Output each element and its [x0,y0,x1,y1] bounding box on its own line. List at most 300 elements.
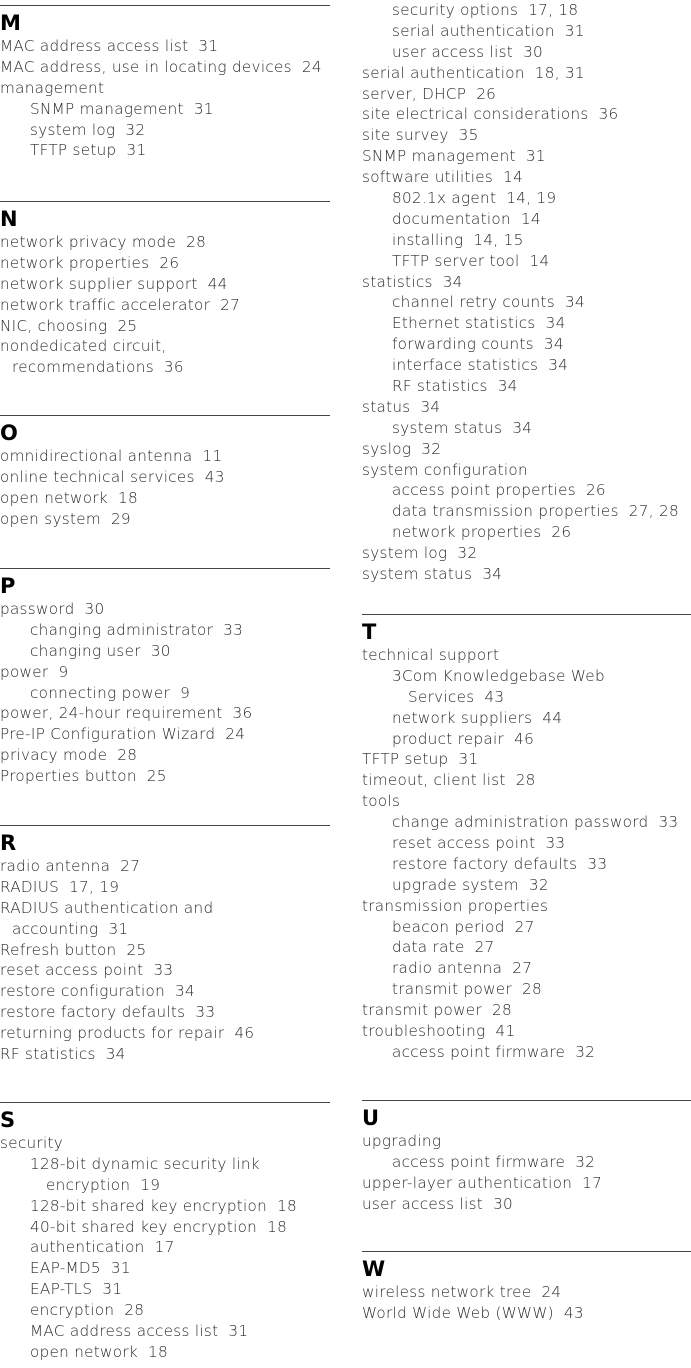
index-subentry [362,812,691,833]
index-subentry [0,1175,330,1196]
page-reference: 14 [520,209,541,228]
page-reference: 27 [120,857,141,875]
entry-term: technical support [362,646,500,664]
index-section-continued [362,0,691,585]
page-reference: 17 [154,1238,175,1257]
index-entry [0,336,330,357]
entry-term: Services [408,687,475,706]
page-reference: 14 [529,251,550,270]
entry-term: restore factory defaults [0,1003,186,1022]
entry-term: tools [362,792,401,811]
entry-term: reset access point [0,961,144,980]
page-reference: 9 [180,683,191,702]
entry-term: system log [362,544,448,563]
entry-term: changing user [30,641,141,660]
entry-term: system log [30,120,116,139]
index-subentry [0,1196,330,1217]
page-reference: 28 [515,771,536,790]
entry-term: connecting power [30,683,171,702]
index-entry [362,645,691,666]
entry-term: radio antenna [392,959,503,978]
page-reference: 27 [514,917,535,936]
index-subentry [362,522,691,543]
section-letter: P [0,574,16,598]
entry-term: privacy mode [0,746,108,765]
entry-term: RADIUS [0,877,60,896]
entry-term: restore factory defaults [392,854,578,873]
index-entry [362,791,691,812]
entry-term: access point firmware [392,1152,566,1171]
page-reference: 26 [551,523,572,542]
entry-term: open network [30,1342,139,1361]
entry-term: upgrading [362,1132,442,1150]
index-entry [0,488,330,509]
entry-term: SNMP management [30,99,184,118]
entry-term: open system [0,509,101,528]
entry-term: installing [392,230,464,249]
page-reference: 41 [495,1022,516,1041]
entry-term: nondedicated circuit, [0,337,167,356]
index-subentry [0,620,330,641]
entry-term: change administration password [392,813,649,832]
entry-term: system status [392,418,503,437]
entry-term: 802.1x agent [392,189,497,208]
index-subentry [362,480,691,501]
index-entry [362,104,691,125]
entry-term: returning products for repair [0,1024,225,1043]
page-reference: 36 [163,358,184,377]
entry-term: upgrade system [392,875,519,894]
index-entry [0,766,330,787]
page-reference: 34 [482,565,503,584]
entry-term: radio antenna [0,857,111,875]
page-reference: 25 [126,940,147,959]
entry-term: open network [0,488,109,507]
index-subentry [362,230,691,251]
entry-term: Properties button [0,767,137,786]
index-subentry [362,875,691,896]
index-entry [0,357,330,378]
index-entry [0,1002,330,1023]
index-subentry [362,188,691,209]
entry-term: upper-layer authentication [362,1173,573,1192]
entry-term: network properties [392,523,542,542]
page-reference: 31 [564,21,585,40]
page-reference: 34 [548,356,569,375]
index-entry [0,295,330,316]
entry-term: user access list [392,42,514,61]
entry-term: TFTP setup [30,141,117,160]
index-subentry [362,209,691,230]
entry-term: RF statistics [392,377,488,396]
index-entry [0,78,330,99]
page-reference: 27 [474,938,495,957]
entry-term: 128-bit shared key encryption [30,1196,268,1215]
index-entry [0,662,330,683]
page-reference: 33 [545,834,566,853]
entry-term: recommendations [12,358,154,377]
page-reference: 33 [658,813,679,832]
entry-term: RF statistics [0,1045,96,1064]
page-reference: 29 [110,509,131,528]
page-reference: 14, 15 [473,230,524,249]
page-reference: 34 [564,293,585,312]
entry-term: EAP-MD5 [30,1259,101,1278]
index-subentry [362,854,691,875]
entry-term: encryption [46,1175,131,1194]
page-reference: 27, 28 [628,502,679,521]
page-reference: 31 [110,1259,131,1278]
index-entry [362,1303,691,1324]
entry-term: MAC address access list [0,37,189,55]
index-entry [0,36,330,57]
entry-term: network traffic accelerator [0,295,211,314]
entry-term: changing administrator [30,620,214,639]
section-letter: R [0,831,17,855]
page-reference: 30 [523,42,544,61]
entry-term: channel retry counts [392,293,555,312]
index-subentry [362,937,691,958]
page-reference: 31 [198,37,219,55]
index-section-w [362,1251,691,1324]
section-divider [0,5,330,6]
section-divider [0,415,330,416]
index-subentry [362,21,691,42]
page-reference: 9 [58,662,69,681]
page-reference: 34 [442,272,463,291]
page-reference: 14 [503,168,524,187]
index-section-s [0,1102,330,1363]
index-entry [0,274,330,295]
section-divider [362,1251,691,1252]
index-subentry [362,334,691,355]
index-subentry [362,42,691,63]
section-divider [0,825,330,826]
entry-term: wireless network tree [362,1283,532,1301]
index-subentry [362,501,691,522]
page-reference: 32 [457,544,478,563]
index-entry [0,1133,330,1154]
entry-term: MAC address, use in locating devices [0,57,292,76]
entry-term: beacon period [392,917,505,936]
index-section-o [0,415,330,530]
entry-term: interface statistics [392,356,539,375]
page-reference: 34 [105,1045,126,1064]
index-entry [0,940,330,961]
section-divider [0,201,330,202]
page-reference: 17 [582,1173,603,1192]
index-entry [0,856,330,877]
entry-term: transmit power [392,980,512,999]
page-reference: 44 [207,274,228,293]
index-subentry [362,418,691,439]
index-subentry [362,355,691,376]
entry-term: MAC address access list [30,1322,219,1341]
entry-term: system configuration [362,460,528,479]
index-subentry [0,120,330,141]
page-reference: 33 [587,854,608,873]
index-subentry [362,833,691,854]
index-subentry [0,1300,330,1321]
index-entry [362,167,691,188]
page-reference: 33 [153,961,174,980]
index-subentry [0,1342,330,1363]
page-reference: 30 [84,600,105,618]
entry-term: security options [392,1,519,19]
index-entry [0,877,330,898]
page-reference: 17, 19 [69,877,120,896]
entry-term: omnidirectional antenna [0,447,193,465]
entry-term: documentation [392,209,511,228]
entry-term: 3Com Knowledgebase Web [392,666,605,685]
page-reference: 34 [545,314,566,333]
index-entry [0,316,330,337]
index-subentry [0,1321,330,1342]
page-reference: 46 [234,1024,255,1043]
page-reference: 34 [175,982,195,1001]
page-reference: 26 [476,84,497,103]
page-reference: 27 [220,295,241,314]
page-reference: 27 [512,959,533,978]
page-reference: 26 [159,253,180,272]
page-reference: 28 [117,746,138,765]
entry-term: status [362,397,411,416]
section-letter: U [362,1106,380,1130]
page-reference: 34 [420,397,441,416]
entry-term: server, DHCP [362,84,467,103]
entry-term: data rate [392,938,465,957]
section-letter: M [0,11,21,35]
entry-term: network properties [0,253,150,272]
entry-term: software utilities [362,168,494,187]
entry-term: serial authentication [392,21,555,40]
index-subentry [362,313,691,334]
entry-term: serial authentication [362,63,525,82]
page-reference: 30 [493,1194,514,1213]
page-reference: 28 [491,1001,512,1020]
index-entry [362,770,691,791]
page-reference: 35 [458,126,479,145]
section-letter: S [0,1108,16,1132]
index-subentry [362,687,691,708]
index-subentry [362,729,691,750]
page-reference: 31 [102,1280,123,1299]
page-reference: 32 [421,439,442,458]
page-reference: 43 [563,1303,584,1322]
index-section-n [0,201,330,378]
section-letter: O [0,421,18,445]
section-divider [362,614,691,615]
entry-term: product repair [392,729,505,748]
page-reference: 28 [521,980,542,999]
index-subentry [362,979,691,1000]
entry-term: access point firmware [392,1042,566,1061]
entry-term: password [0,600,75,618]
page-reference: 32 [575,1152,596,1171]
page-reference: 31 [525,147,546,166]
index-entry [0,898,330,919]
index-subentry [0,1279,330,1300]
entry-term: syslog [362,439,412,458]
index-entry [0,599,330,620]
entry-term: RADIUS authentication and [0,898,214,917]
page-reference: 24 [301,57,322,76]
page-reference: 34 [543,335,564,354]
section-divider [0,1102,330,1103]
index-entry [362,896,691,917]
index-entry [362,63,691,84]
index-subentry [0,1258,330,1279]
index-entry [362,749,691,770]
page-reference: 24 [541,1283,562,1301]
entry-term: TFTP server tool [392,251,520,270]
page-reference: 32 [575,1042,596,1061]
index-entry [0,981,330,1002]
entry-term: statistics [362,272,433,291]
page-reference: 34 [512,418,533,437]
index-subentry [0,140,330,161]
index-section-r [0,825,330,1065]
page-reference: 11 [202,447,223,465]
index-entry [0,919,330,940]
entry-term: 40-bit shared key encryption [30,1217,258,1236]
page-reference: 28 [124,1301,145,1320]
index-entry [362,272,691,293]
page-reference: 18, 31 [534,63,585,82]
page-reference: 31 [126,141,147,160]
index-entry [0,253,330,274]
page-reference: 26 [585,481,606,500]
index-entry [362,1282,691,1303]
index-subentry [362,958,691,979]
index-entry [0,1023,330,1044]
page-reference: 18 [148,1342,168,1361]
section-divider [0,568,330,569]
index-entry [362,460,691,481]
index-entry [0,745,330,766]
page-reference: 43 [484,687,505,706]
index-entry [0,467,330,488]
entry-term: site electrical considerations [362,105,589,124]
page-reference: 24 [225,725,246,744]
page-reference: 14, 19 [506,189,557,208]
index-subentry [362,666,691,687]
entry-term: management [0,78,105,97]
page-reference: 44 [542,708,563,727]
index-entry [362,1194,691,1215]
page-reference: 30 [150,641,171,660]
index-subentry [362,1042,691,1063]
index-entry [0,446,330,467]
index-entry [362,397,691,418]
entry-term: transmission properties [362,896,549,915]
entry-term: timeout, client list [362,771,506,790]
section-letter: N [0,207,18,231]
page-reference: 36 [598,105,619,124]
index-section-t [362,614,691,1063]
page-reference: 28 [186,233,207,251]
entry-term: reset access point [392,834,536,853]
index-subentry [362,708,691,729]
index-section-m [0,5,330,161]
index-entry [362,146,691,167]
index-entry [0,960,330,981]
entry-term: EAP-TLS [30,1280,93,1299]
page-reference: 19 [140,1175,161,1194]
section-letter: W [362,1257,386,1281]
page-reference: 33 [195,1003,216,1022]
entry-term: troubleshooting [362,1022,486,1041]
entry-term: site survey [362,126,449,145]
index-entry [0,724,330,745]
entry-term: access point properties [392,481,576,500]
page-reference: 32 [125,120,146,139]
index-entry [362,1131,691,1152]
entry-term: network supplier support [0,274,198,293]
index-subentry [362,1152,691,1173]
index-subentry [0,1237,330,1258]
index-subentry [0,641,330,662]
index-entry [0,57,330,78]
index-entry [0,703,330,724]
index-entry [362,1000,691,1021]
entry-term: SNMP management [362,147,516,166]
page-reference: 18 [277,1196,298,1215]
page-reference: 25 [117,316,138,335]
section-divider [362,1100,691,1101]
index-entry [362,1021,691,1042]
page-reference: 18 [267,1217,288,1236]
index-subentry [0,99,330,120]
page-reference: 31 [193,99,214,118]
entry-term: authentication [30,1238,145,1257]
index-subentry [0,1154,330,1175]
entry-term: online technical services [0,467,195,486]
entry-term: restore configuration [0,982,166,1001]
entry-term: World Wide Web (WWW) [362,1303,554,1322]
entry-term: encryption [30,1301,115,1320]
index-subentry [362,251,691,272]
page-reference: 32 [528,875,549,894]
index-subentry [0,683,330,704]
entry-term: NIC, choosing [0,316,108,335]
entry-term: power [0,662,49,681]
entry-term: system status [362,565,473,584]
page-reference: 31 [228,1322,249,1341]
page-reference: 17, 18 [528,1,579,19]
entry-term: accounting [12,919,99,938]
entry-term: network privacy mode [0,233,177,251]
index-subentry [362,292,691,313]
entry-term: transmit power [362,1001,482,1020]
section-letter: T [362,620,377,644]
page-reference: 18 [118,488,138,507]
index-subentry [0,1217,330,1238]
page-reference: 46 [514,729,535,748]
entry-term: network suppliers [392,708,533,727]
index-entry [362,439,691,460]
index-entry [0,509,330,530]
page-reference: 31 [458,750,479,769]
entry-term: user access list [362,1194,484,1213]
entry-term: TFTP setup [362,750,449,769]
entry-term: Refresh button [0,940,117,959]
entry-term: data transmission properties [392,502,619,521]
entry-term: power, 24-hour requirement [0,704,223,723]
entry-term: security [0,1134,64,1152]
index-entry [362,125,691,146]
entry-term: 128-bit dynamic security link [30,1154,260,1173]
